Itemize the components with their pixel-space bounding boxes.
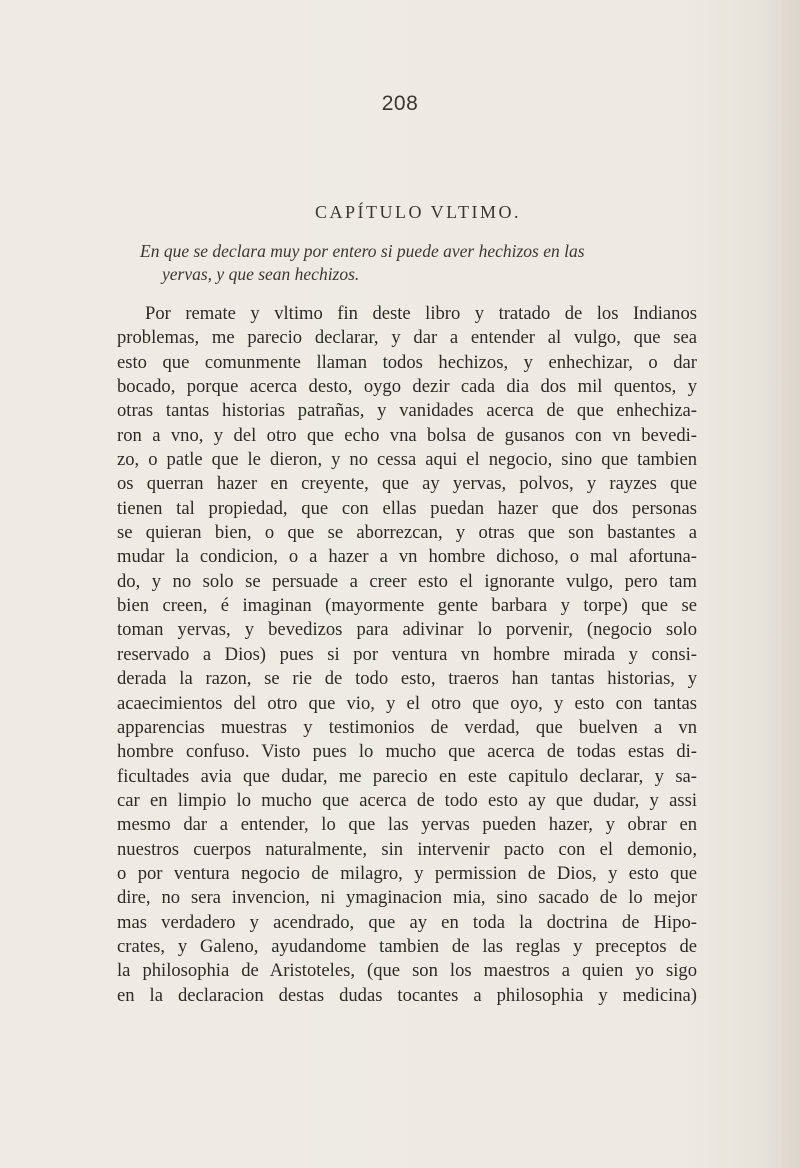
text-line: acaecimientos del otro que vio, y el otro que oyo, y esto con tantas — [117, 692, 697, 714]
summary-line: yervas, y que sean hechizos. — [162, 264, 360, 284]
text-line: crates, y Galeno, ayudandome tambien de las reglas y preceptos de — [117, 935, 697, 957]
text-line: se quieran bien, o que se aborrezcan, y otras que son bastantes a — [117, 522, 697, 544]
text-line: car en limpio lo mucho que acerca de todo esto ay que dudar, y assi — [117, 789, 697, 811]
text-line: os querran hazer en creyente, que ay yervas, polvos, y rayzes que — [117, 473, 697, 495]
text-line: do, y no solo se persuade a creer esto el ignorante vulgo, pero tam — [117, 570, 697, 592]
text-line: tienen tal propiedad, que con ellas puedan hazer que dos personas — [117, 497, 697, 519]
text-line: zo, o patle que le dieron, y no cessa aqui el negocio, sino que tambien — [117, 449, 697, 471]
chapter-title: CAPÍTULO VLTIMO. — [314, 202, 521, 222]
body-paragraph — [117, 302, 697, 1008]
text-line: bocado, porque acerca desto, oygo dezir cada dia dos mil quentos, y — [117, 376, 697, 398]
text-line: Por remate y vltimo fin deste libro y tratado de los Indianos — [145, 303, 697, 324]
chapter-summary — [140, 240, 700, 286]
text-line: reservado a Dios) pues si por ventura vn hombre mirada y consi- — [117, 643, 697, 665]
text-line: ron a vno, y del otro que echo vna bolsa de gusanos con vn bevedi- — [117, 424, 697, 446]
text-line: ficultades avia que dudar, me parecio en este capitulo declarar, y sa- — [117, 765, 697, 787]
text-line: mesmo dar a entender, lo que las yervas pueden hazer, y obrar en — [117, 814, 697, 836]
text-line: bien creen, é imaginan (mayormente gente barbara y torpe) que se — [117, 595, 697, 617]
text-line: apparencias muestras y testimonios de verdad, que buelven a vn — [117, 716, 697, 738]
text-line: problemas, me parecio declarar, y dar a entender al vulgo, que sea — [117, 327, 697, 349]
page-number: 208 — [381, 92, 419, 115]
text-line: mas verdadero y acendrado, que ay en toda la doctrina de Hipo- — [117, 911, 697, 933]
text-line: otras tantas historias patrañas, y vanidades acerca de que enhechiza- — [117, 400, 697, 422]
text-line: nuestros cuerpos naturalmente, sin intervenir pacto con el demonio, — [117, 838, 697, 860]
text-line: hombre confuso. Visto pues lo mucho que acerca de todas estas di- — [117, 741, 697, 763]
text-line: derada la razon, se rie de todo esto, traeros han tantas historias, y — [117, 668, 697, 690]
text-line: toman yervas, y bevedizos para adivinar lo porvenir, (negocio solo — [117, 619, 697, 641]
text-line: la philosophia de Aristoteles, (que son los maestros a quien yo sigo — [117, 960, 697, 982]
text-line: o por ventura negocio de milagro, y permission de Dios, y esto que — [117, 862, 697, 884]
text-line: en la declaracion destas dudas tocantes a philosophia y medicina) — [117, 984, 697, 1006]
text-line: dire, no sera invencion, ni ymaginacion mia, sino sacado de lo mejor — [117, 887, 697, 909]
text-line: mudar la condicion, o a hazer a vn hombre dichoso, o mal afortuna- — [117, 546, 697, 568]
summary-line: En que se declara muy por entero si puede aver hechizos en las — [140, 241, 585, 261]
text-line: esto que comunmente llaman todos hechizos, y enhechizar, o dar — [117, 351, 697, 373]
